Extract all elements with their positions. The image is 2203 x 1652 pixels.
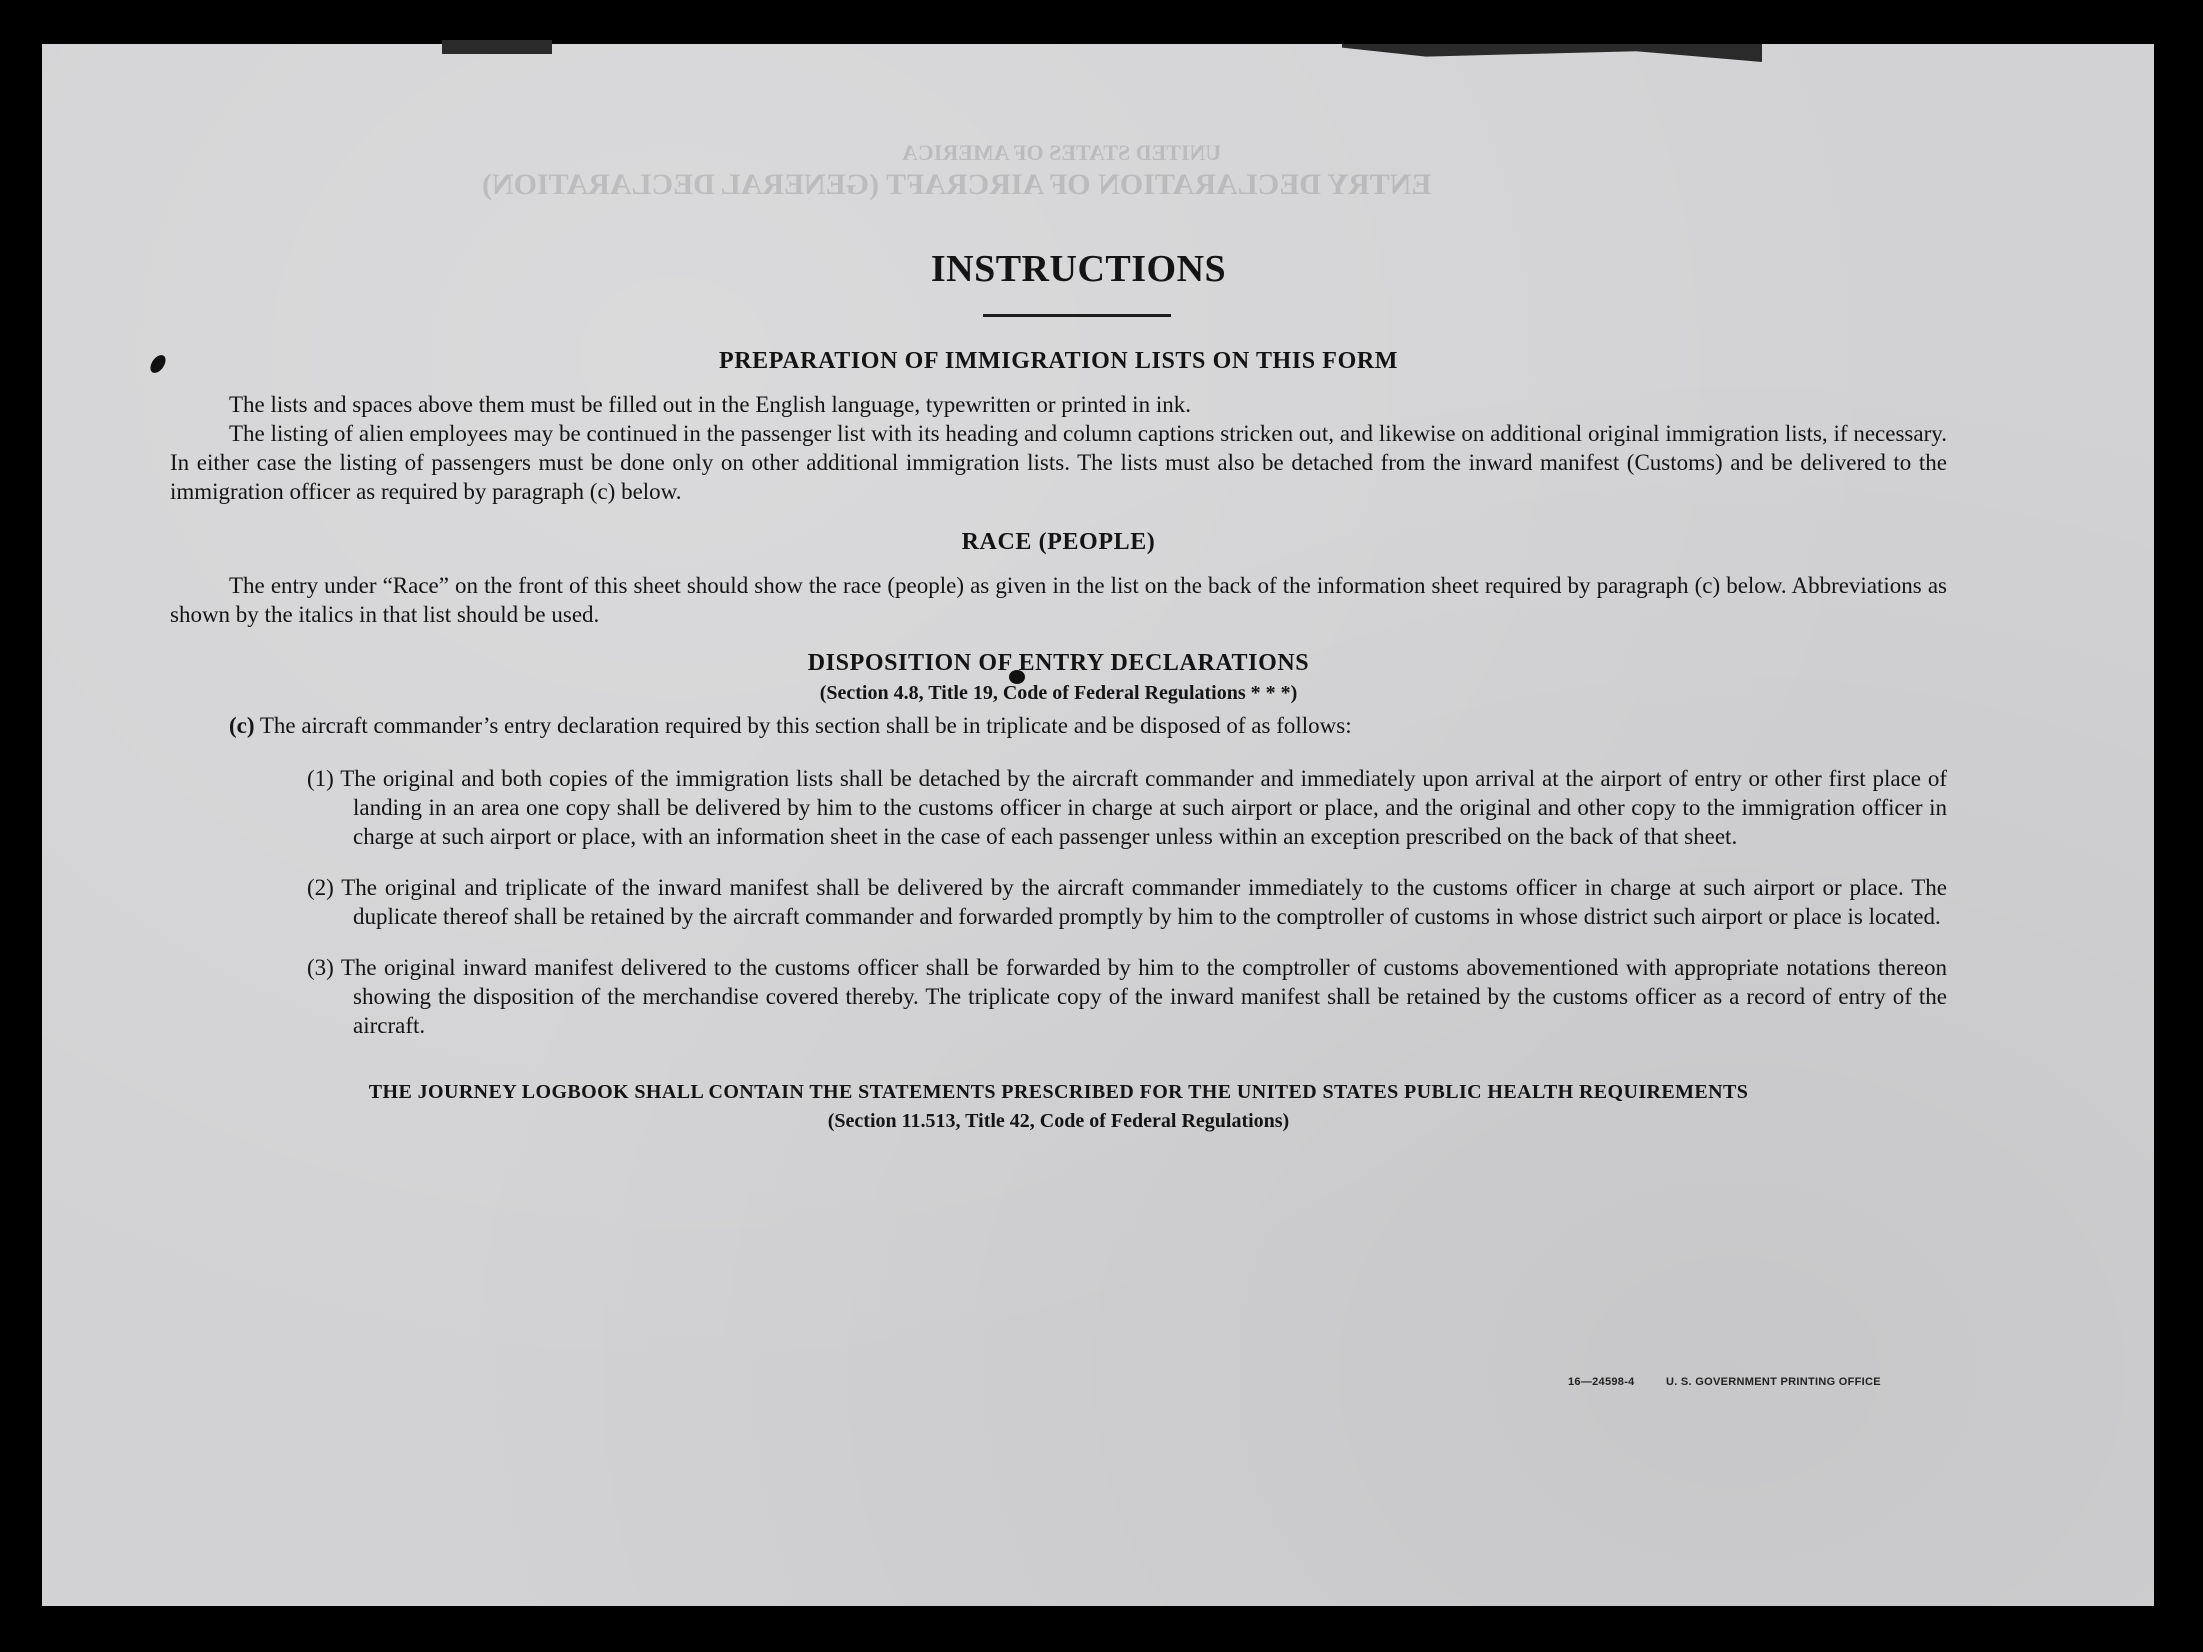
- bleed-through-line-2: ENTRY DECLARATION OF AIRCRAFT (GENERAL DECLARATION): [482, 168, 1432, 201]
- health-requirements-statement: THE JOURNEY LOGBOOK SHALL CONTAIN THE STATEMENTS PRESCRIBED FOR THE UNITED STATES PUBLIC HEALTH REQUIREMENTS: [368, 1081, 1749, 1104]
- printer-imprint: [1568, 1376, 1881, 1388]
- top-edge-mark: [442, 40, 552, 54]
- item-number: (1): [307, 766, 334, 792]
- health-requirements-citation: (Section 11.513, Title 42, Code of Federal Regulations): [827, 1110, 1290, 1133]
- clause-mark: (c): [229, 713, 255, 739]
- printing-office: U. S. GOVERNMENT PRINTING OFFICE: [1665, 1376, 1881, 1388]
- page-title: INSTRUCTIONS: [930, 248, 1227, 290]
- preparation-heading: PREPARATION OF IMMIGRATION LISTS ON THIS FORM: [718, 348, 1399, 374]
- item-number: (3): [307, 955, 334, 981]
- item-text: The original and triplicate of the inward manifest shall be delivered by the aircraft commander immediately to the customs officer in charge at such airport or place. The duplicate thereof shall be retained by the aircraft commander and forwarded promptly by him to the comptroller of customs in whose district such airport or place is located.: [341, 875, 1947, 930]
- disposition-item: [170, 873, 1947, 931]
- clause-text: The aircraft commander’s entry declaration required by this section shall be in triplicate and be disposed of as follows:: [259, 713, 1352, 739]
- race-heading: RACE (PEOPLE): [961, 528, 1156, 555]
- ink-blot-left: [147, 352, 168, 375]
- instructions-body: [170, 250, 1947, 1133]
- item-text: The original and both copies of the immigration lists shall be detached by the aircraft commander and immediately upon arrival at the airport of entry or other first place of landing in an area one copy shall be delivered by him to the customs officer in charge at such airport or place, and the original and other copy to the immigration officer in charge at such airport or place, with an information sheet in the case of each passenger unless within an exception prescribed on the back of that sheet.: [340, 766, 1947, 850]
- disposition-item: [170, 953, 1947, 1040]
- preparation-paragraph-1: The lists and spaces above them must be filled out in the English language, typewritten or printed in ink.: [229, 391, 1191, 417]
- top-edge-tear: [1342, 44, 1762, 62]
- form-code: 16—24598-4: [1568, 1376, 1635, 1388]
- bleed-through-line-1: UNITED STATES OF AMERICA: [902, 140, 1222, 165]
- disposition-heading: DISPOSITION OF ENTRY DECLARATIONS: [807, 649, 1310, 676]
- item-number: (2): [307, 875, 334, 901]
- item-text: The original inward manifest delivered to the customs officer shall be forwarded by him to the comptroller of customs abovementioned with appropriate notations thereon showing the disposition of the merchandise covered thereby. The triplicate copy of the inward manifest shall be retained by the customs officer as a record of entry of the aircraft.: [340, 955, 1947, 1039]
- preparation-paragraph-2: The listing of alien employees may be continued in the passenger list with its heading and column captions stricken out, and likewise on additional original immigration lists, if necessary. In either case the listing of passengers must be done only on other additional immigration lists. The lists must also be detached from the inward manifest (Customs) and be delivered to the immigration officer as required by paragraph (c) below.: [170, 420, 1947, 504]
- disposition-citation: (Section 4.8, Title 19, Code of Federal Regulations * * *): [819, 682, 1298, 705]
- race-paragraph: The entry under “Race” on the front of this sheet should show the race (people) as given in the list on the back of the information sheet required by paragraph (c) below. Abbreviations as shown by the italics in that list should be used.: [170, 572, 1947, 627]
- title-underline: [983, 314, 1171, 317]
- disposition-item: [170, 764, 1947, 851]
- disposition-clause: [170, 711, 1947, 740]
